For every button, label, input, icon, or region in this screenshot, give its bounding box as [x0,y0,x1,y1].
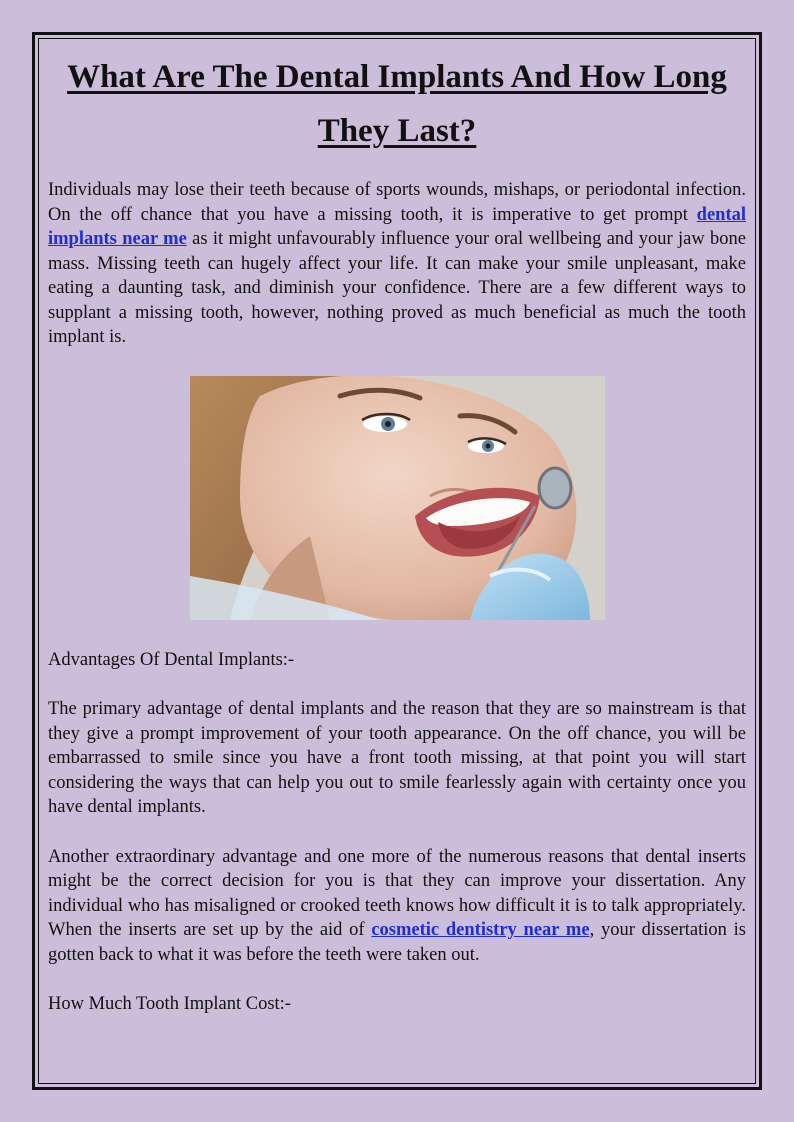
intro-text-after: as it might unfavourably influence your oral wellbeing and your jaw bone mass. Missing teeth can hugely affect your life. It can make your smile unpleasant, make eating a daunting task, and diminish your confidence. There are a few different ways to supplant a missing tooth, however, nothing proved as much beneficial as much the tooth implant is. [48,229,746,347]
advantages-p2-text-after: , your dissertation is gotten back to what it was before the teeth were taken out. [48,920,746,965]
article-title: What Are The Dental Implants And How Long They Last? [67,59,727,149]
advantages-paragraph-1: The primary advantage of dental implants and the reason that they are so mainstream is that they give a prompt improvement of your tooth appearance. On the off chance, you will be embarrassed to smile since you have a front tooth missing, at that point you will start considering the ways that can help you out to smile fearlessly again with certainty once you have dental implants. [48,699,746,817]
advantages-paragraph-2 [48,845,746,968]
cosmetic-dentistry-link[interactable]: cosmetic dentistry near me [371,920,590,940]
intro-text-before: Individuals may lose their teeth because of sports wounds, mishaps, or periodontal infection. On the off chance that you have a missing tooth, it is imperative to get prompt [48,180,746,225]
dental-implants-link[interactable]: dental implants near me [48,204,746,249]
advantages-p2-text-before: Another extraordinary advantage and one more of the numerous reasons that dental inserts might be the correct decision for you is that they can improve your dissertation. Any individual who has misaligned or crooked teeth knows how difficult it is to talk appropriately. When the inserts are set up by the aid of [48,846,746,940]
intro-paragraph [48,178,746,350]
article-body [48,50,746,1017]
cost-heading: How Much Tooth Implant Cost:- [48,994,291,1014]
dental-patient-photo [190,376,605,620]
advantages-heading: Advantages Of Dental Implants:- [48,649,295,670]
